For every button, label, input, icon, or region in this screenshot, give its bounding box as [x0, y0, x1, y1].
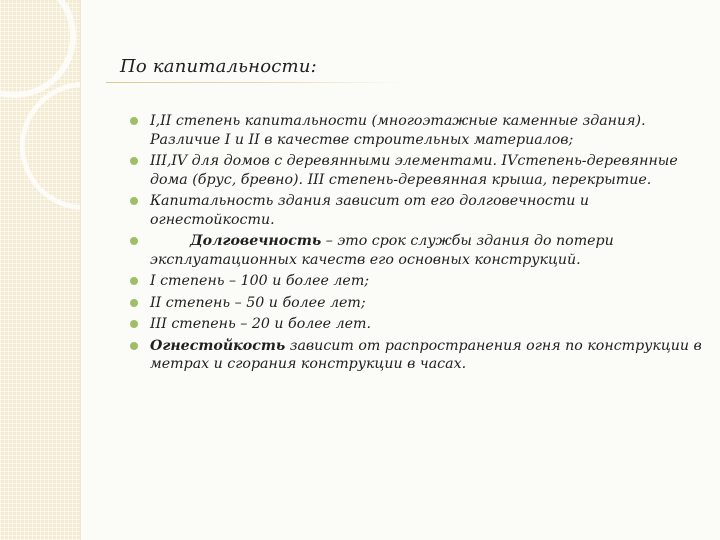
bullet-item	[130, 337, 705, 374]
bullet-item	[130, 152, 705, 189]
bullet-item	[130, 232, 705, 269]
bullet-dot-icon	[130, 342, 138, 350]
bullet-dot-icon	[130, 117, 138, 125]
bullet-list	[130, 112, 705, 377]
title-underline	[106, 82, 404, 83]
bullet-text: – это срок службы здания до потери эксплуатационных качеств его основных конструкций.	[150, 233, 614, 268]
bullet-item	[130, 192, 705, 229]
bullet-text: I степень – 100 и более лет;	[150, 273, 370, 289]
bullet-text: III,IV для домов с деревянными элементами. IVстепень-деревянные дома (брус, бревно). III степень-деревянная крыша, перекрытие.	[150, 153, 678, 188]
bullet-dot-icon	[130, 320, 138, 328]
term-fire-resistance: Огнестойкость	[150, 337, 286, 354]
decorative-side-panel	[0, 0, 80, 540]
bullet-dot-icon	[130, 157, 138, 165]
bullet-dot-icon	[130, 277, 138, 285]
slide-title: По капитальности:	[120, 56, 317, 77]
bullet-text: III степень – 20 и более лет.	[150, 316, 371, 332]
bullet-item	[130, 315, 705, 334]
decorative-ring	[0, 0, 76, 98]
bullet-dot-icon	[130, 197, 138, 205]
bullet-item	[130, 294, 705, 313]
side-panel-separator	[80, 0, 81, 540]
bullet-text: I,II степень капитальности (многоэтажные каменные здания). Различие I и II в качестве строительных материалов;	[150, 113, 646, 148]
term-durability: Долговечность	[190, 233, 322, 249]
bullet-item	[130, 112, 705, 149]
bullet-text: II степень – 50 и более лет;	[150, 294, 366, 311]
decorative-ring	[20, 82, 80, 210]
bullet-item	[130, 272, 705, 291]
bullet-text: зависит от распространения огня по конструкции в метрах и сгорания конструкции в часах.	[150, 337, 702, 372]
bullet-text: Капитальность здания зависит от его долговечности и огнестойкости.	[150, 193, 590, 228]
bullet-dot-icon	[130, 237, 138, 245]
bullet-dot-icon	[130, 299, 138, 307]
